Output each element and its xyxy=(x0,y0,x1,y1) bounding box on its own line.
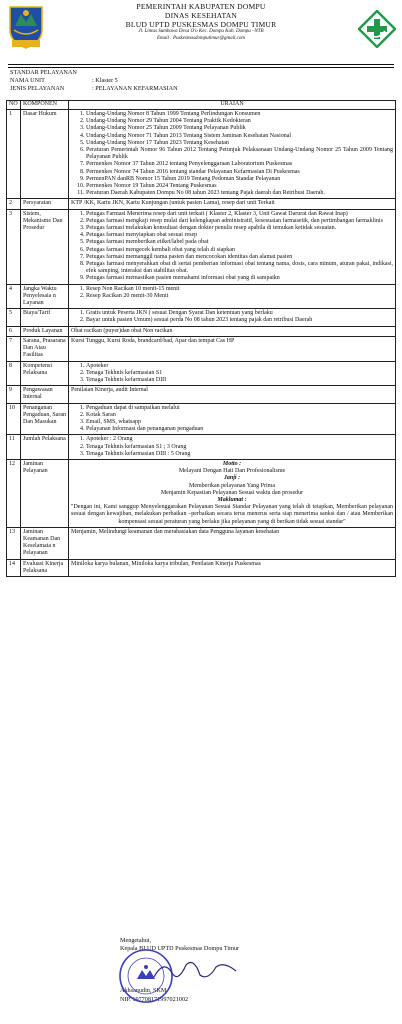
signature-title: Kepala BLUD UPTD Puskesmas Dompu Timur xyxy=(120,945,240,953)
row-component: Dasar Hukum xyxy=(21,110,69,199)
row-component: Jaminan Pelayanan xyxy=(21,459,69,527)
list-item: 2. Petugas farmasi mengkaji resep mulai dari kelengkapan administratif, kesesuaian farmasetik, dan pertimbangan farmaklinis xyxy=(86,218,393,225)
motto-text: Melayani Dengan Hati Dan Profesionalisme xyxy=(178,468,286,475)
header-uraian: URAIAN xyxy=(69,101,396,110)
row-description xyxy=(69,435,396,460)
row-description xyxy=(69,309,396,326)
row-component: Sarana, Prasarana Dan Atau Fasilitas xyxy=(21,336,69,361)
header-line-puskesmas: BLUD UPTD PUSKESMAS DOMPU TIMUR xyxy=(125,20,277,29)
row-description: Kursi Tunggu, Kursi Roda, brandcard/bad, Apar dan tempat Cas HP xyxy=(69,336,396,361)
description-list xyxy=(71,363,393,385)
header-rule-thick xyxy=(8,64,394,65)
list-item: 1. Petugas Farmasi Menerima resep dari unit terkait ( Klaster 2, Klaster 3, Unit Gawat Darurat dan Rawat Inap) xyxy=(86,211,393,218)
row-description xyxy=(69,209,396,284)
row-component: Biaya/Tarif xyxy=(21,309,69,326)
description-list xyxy=(71,211,393,283)
signature-nip: NIP. 197708171997021002 xyxy=(120,995,189,1003)
description-list xyxy=(71,111,393,197)
table-row xyxy=(7,110,396,199)
service-meta xyxy=(10,69,390,93)
list-item: 9. Petugas farmasi memastikan pasien memahami informasi obat yang di sampaikn xyxy=(86,275,393,282)
description-list xyxy=(71,310,393,324)
row-description xyxy=(69,459,396,527)
row-description xyxy=(69,284,396,309)
description-list xyxy=(71,405,393,434)
row-number: 4 xyxy=(7,284,21,309)
service-label: JENIS PELAYANAN xyxy=(10,85,65,92)
header-komponen: KOMPONEN xyxy=(21,101,69,110)
dompu-regency-logo xyxy=(6,4,46,50)
header-email: Email : Puskesmasdomputimur@gmail.com xyxy=(156,35,246,41)
table-row xyxy=(7,527,396,559)
row-component: Sistem, Mekanisme Dan Prosedur xyxy=(21,209,69,284)
row-number: 2 xyxy=(7,199,21,209)
table-row xyxy=(7,284,396,309)
list-item: 6. Peraturan Pemerintah Nomor 96 Tahun 2012 Tentang Petunjuk Pelaksanaan Undang-Undang Nomor 25 Tahun 2009 Tentang Pelayanan Publik xyxy=(86,147,393,161)
maklumat-label: Maklumat : xyxy=(217,496,247,503)
list-item: 2. Tenaga Tekhnis kefarmasian S1 ; 3 Orang xyxy=(86,444,393,451)
row-component: Jaminan Keamanan Dan Keselamata n Pelayanan xyxy=(21,527,69,559)
list-item: 1. Pengaduan dapat di sampaikan melalui xyxy=(86,405,393,412)
list-item: 1. Resep Non Racikan 10 menit-15 menit xyxy=(86,286,393,293)
table-row xyxy=(7,199,396,209)
document-title: STANDAR PELAYANAN xyxy=(10,69,77,76)
list-item: 2. Bayar untuk pasien Umum) sesuai perda No 08 tahun 2023 tentang pajak dan retribusi Daerah xyxy=(86,317,393,324)
row-number: 6 xyxy=(7,326,21,336)
row-component: Evaluasi Kinerja Pelaksana xyxy=(21,559,69,576)
list-item: 7. Permenkes Nomor 37 Tahun 2012 tentang Penyelenggaraan Laboratorium Puskesmas xyxy=(86,161,393,168)
unit-value: : Klaster 5 xyxy=(92,77,118,84)
list-item: 3. Tenaga Tekhnis kefarmasian DIII xyxy=(86,377,393,384)
header-address: Jl. Lintas Sumbawa Desa O'o Kec. Dompu Kab. Dompu –NTB xyxy=(138,29,264,34)
list-item: 5. Undang-Undang Nomor 17 Tahun 2023 Tentang Kesehatan xyxy=(86,140,393,147)
list-item: 9. PermenPAN danRB Nomor 15 Tahun 2019 Tentang Pedoman Standar Pelayanan xyxy=(86,176,393,183)
header-line-department: DINAS KESEHATAN xyxy=(164,11,238,20)
row-component: Penanganan Pengaduan, Saran Dan Masukan xyxy=(21,403,69,435)
row-description xyxy=(69,110,396,199)
list-item: 11. Peraturan Daerah Kabupaten Dompu No 08 tahun 2023 tentang Pajak daerah dan Retribusi Daerah. xyxy=(86,190,393,197)
row-number: 14 xyxy=(7,559,21,576)
row-number: 12 xyxy=(7,459,21,527)
list-item: 7. Petugas farmasi memanggil nama pasien dan mencocokan identitas dan alamat pasien xyxy=(86,254,393,261)
row-number: 5 xyxy=(7,309,21,326)
table-header-row xyxy=(7,101,396,110)
service-standard-table xyxy=(6,100,396,577)
motto-label: Motto : xyxy=(222,460,242,467)
signature-name: Akhsanudin, SKM xyxy=(120,987,167,995)
header-rule-thin xyxy=(8,67,394,68)
list-item: 3. Tenaga Tekhnis kefarmasian DIII : 5 Orang xyxy=(86,451,393,458)
list-item: 2. Resep Racikan 20 menit-30 Menit xyxy=(86,293,393,300)
kemenkes-logo xyxy=(358,10,396,48)
row-number: 8 xyxy=(7,361,21,386)
signature-acknowledge: Mengetahui, xyxy=(120,937,152,944)
janji-label: Janji : xyxy=(223,475,241,482)
list-item: 3. Petugas farmasi melakukan konsultasi dengan dokter penulis resep apabila di temukan ketidak sesuaian. xyxy=(86,225,393,232)
row-number: 10 xyxy=(7,403,21,435)
list-item: 8. Permenkes Nomor 74 Tahun 2016 tentang standar Pelayanan Kefarmasian Di Puskesmas xyxy=(86,169,393,176)
list-item: 5. Petugas farmasi memberikan etiket/label pada obat xyxy=(86,239,393,246)
row-component: Produk Layanan xyxy=(21,326,69,336)
list-item: 4. Petugas farmasi menyiapkan obat sesuai resep xyxy=(86,232,393,239)
row-number: 7 xyxy=(7,336,21,361)
row-component: Persyaratan xyxy=(21,199,69,209)
list-item: 10. Permenkes Nomor 19 Tahun 2024 Tentang Puskesmas xyxy=(86,183,393,190)
list-item: 1. Gratis untuk Peserta JKN ( sesuai Dengan Syarat Dan ketentuan yang berlaku xyxy=(86,310,393,317)
table-row xyxy=(7,559,396,576)
table-row xyxy=(7,459,396,527)
letterhead xyxy=(0,0,402,70)
handwritten-signature xyxy=(150,955,240,985)
description-list xyxy=(71,286,393,300)
maklumat-text: "Dengan ini, Kami sanggup Menyelenggarakan Pelayanan Sesuai Standar Pelayanan yang telah di tetapkan, Memberikan pelayanan sesuai dengan kewajiban, melakukan perbaikan –perbaikan secara terus menerus serta siap menerima sanksi dan / atau Memberikan kompensasi sesuai peraturan yang berlaku jika pelayanan yang di berikan tidak sesuai standar" xyxy=(71,504,393,525)
list-item: 2. Kotak Saran xyxy=(86,412,393,419)
table-row xyxy=(7,209,396,284)
list-item: 4. Pelayanan Informasi dan penanganan pengaduan xyxy=(86,426,393,433)
header-line-government: PEMERINTAH KABUPATEN DOMPU xyxy=(136,2,266,11)
unit-label: NAMA UNIT xyxy=(10,77,45,84)
row-component: Kompetensi Pelaksana xyxy=(21,361,69,386)
row-number: 11 xyxy=(7,435,21,460)
list-item: 1. Undang-Undang Nomor 8 Tahun 1999 Tentang Perlindungan Konsumen xyxy=(86,111,393,118)
list-item: 3. Undang-Undang Nomor 25 Tahun 2009 Tentang Pelayanan Publik xyxy=(86,125,393,132)
list-item: 1. Apoteker : 2 Orang xyxy=(86,436,393,443)
list-item: 2. Tenaga Tekhnis kefarmasian S1 xyxy=(86,370,393,377)
row-description: Obat racikan (puyer)dan obat Non racikan xyxy=(69,326,396,336)
table-row xyxy=(7,435,396,460)
service-value: : PELAYANAN KEFARMASIAN xyxy=(92,85,178,92)
row-number: 9 xyxy=(7,386,21,403)
row-description: Miniloka karya bulanan, Miniloka karya tribulan, Penilaian Kinerja Puskesmas xyxy=(69,559,396,576)
table-row xyxy=(7,326,396,336)
list-item: 3. Email, SMS, whatsapp xyxy=(86,419,393,426)
header-no: NO xyxy=(7,101,21,110)
row-description xyxy=(69,361,396,386)
list-item: 1. Apoteker xyxy=(86,363,393,370)
row-description xyxy=(69,403,396,435)
row-description: Menjamin, Melindungi keamanan dan merahasiakan data Pengguna layanan kesehatan xyxy=(69,527,396,559)
row-component: Jangka Waktu Penyelesaia n Layanan xyxy=(21,284,69,309)
table-row xyxy=(7,403,396,435)
janji-text: Menjamin Kepastian Pelayanan Sesuai waktu dan prosedur xyxy=(160,489,304,496)
row-description: KTP /KK, Kartu JKN, Kartu Kunjungan (untuk pasien Lama), resep dari unit Terkait xyxy=(69,199,396,209)
list-item: 2. Undang-Undang Nomor 29 Tahun 2004 Tentang Praktik Kedokteran xyxy=(86,118,393,125)
row-description: Penilaian Kinerja, audit Internal xyxy=(69,386,396,403)
list-item: 6. Petugas farmasi mengecek kembali obat yang telah di siapkan xyxy=(86,247,393,254)
row-component: Jumlah Pelaksana xyxy=(21,435,69,460)
row-number: 1 xyxy=(7,110,21,199)
row-number: 3 xyxy=(7,209,21,284)
table-row xyxy=(7,361,396,386)
list-item: 4. Undang-Undang Nomor 71 Tahun 2013 Tentang Sistem Jaminan Kesehatan Nasional xyxy=(86,133,393,140)
row-number: 13 xyxy=(7,527,21,559)
table-row xyxy=(7,386,396,403)
table-row xyxy=(7,336,396,361)
list-item: 8. Petugas farmasi menyerahkan obat di sertai pemberian informasi obat tentang nama, dosis, cara minum, aturan pakai, indikasi, efek samping, interaksi dan stabilitas obat. xyxy=(86,261,393,275)
janji-text: Memberikan pelayanan Yang Prima xyxy=(189,482,275,489)
row-component: Pengawasan Internal xyxy=(21,386,69,403)
table-row xyxy=(7,309,396,326)
description-list xyxy=(71,436,393,458)
